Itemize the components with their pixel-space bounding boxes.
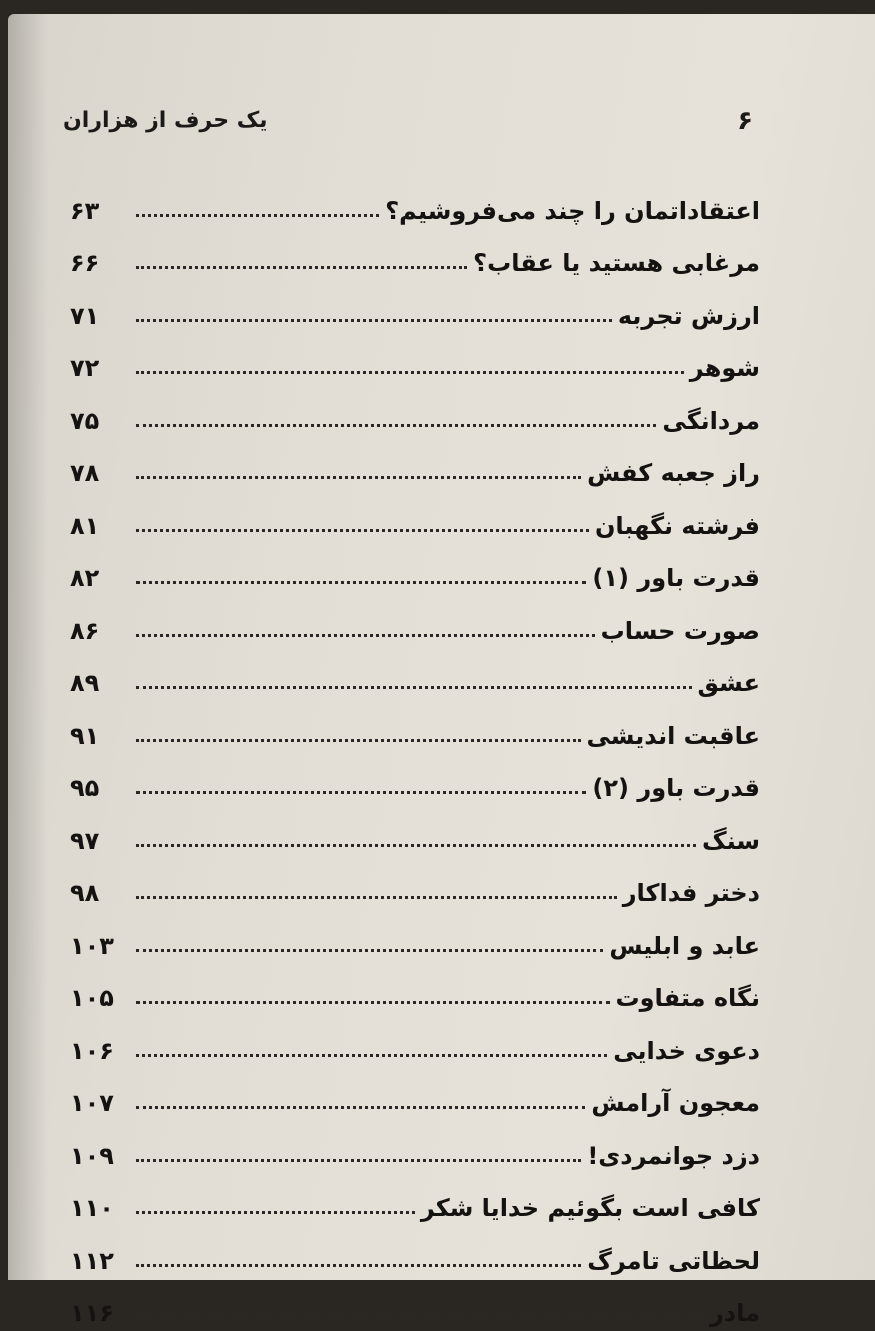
toc-entry-title: مادر — [710, 1297, 760, 1331]
dot-leader — [136, 371, 684, 374]
dot-leader — [136, 214, 379, 217]
dot-leader — [136, 1159, 581, 1162]
toc-entry-title: عشق — [698, 667, 760, 701]
dot-leader — [136, 266, 467, 269]
toc-entry-page-number: ۷۲ — [70, 352, 128, 386]
toc-entry-page-number: ۶۶ — [70, 247, 128, 281]
dot-leader — [136, 1106, 585, 1109]
toc-entry — [70, 859, 760, 912]
toc-entry — [70, 596, 760, 649]
toc-entry — [70, 1016, 760, 1069]
toc-entry — [70, 754, 760, 807]
toc-entry-title: مرغابی هستید یا عقاب؟ — [473, 247, 760, 281]
toc-entry-page-number: ۷۵ — [70, 405, 128, 439]
dot-leader — [136, 791, 586, 794]
toc-entry-title: کافی است بگوئیم خدایا شکر — [421, 1192, 760, 1226]
toc-entry — [70, 649, 760, 702]
toc-entry-title: عاقبت اندیشی — [587, 720, 761, 754]
toc-entry — [70, 491, 760, 544]
toc-entry-title: شوهر — [690, 352, 760, 386]
page-number: ۶ — [737, 106, 753, 136]
toc-entry-title: لحظاتی تامرگ — [587, 1245, 760, 1279]
toc-entry — [70, 176, 760, 229]
toc-entry — [70, 1121, 760, 1174]
dot-leader — [136, 844, 696, 847]
toc-entry — [70, 1226, 760, 1279]
dot-leader — [136, 1264, 581, 1267]
toc-entry-title: عابد و ابلیس — [609, 930, 760, 964]
toc-entry-page-number: ۸۲ — [70, 562, 128, 596]
toc-entry — [70, 911, 760, 964]
toc-entry-page-number: ۸۹ — [70, 667, 128, 701]
toc-entry-page-number: ۸۶ — [70, 615, 128, 649]
toc-entry — [70, 1069, 760, 1122]
dot-leader — [136, 529, 589, 532]
toc-entry — [70, 229, 760, 282]
toc-entry-title: اعتقاداتمان را چند می‌فروشیم؟ — [385, 195, 760, 229]
toc-entry-page-number: ۸۱ — [70, 510, 128, 544]
toc-entry — [70, 806, 760, 859]
toc-entry — [70, 386, 760, 439]
toc-entry-title: سنگ — [702, 825, 760, 859]
toc-entry-page-number: ۱۰۹ — [70, 1140, 128, 1174]
dot-leader — [136, 476, 581, 479]
toc-entry-page-number: ۱۰۳ — [70, 930, 128, 964]
table-of-contents — [70, 176, 760, 1331]
toc-entry-title: دختر فداکار — [623, 877, 760, 911]
page-header — [63, 106, 753, 146]
toc-entry — [70, 544, 760, 597]
toc-entry — [70, 1174, 760, 1227]
toc-entry-title: دزد جوانمردی! — [587, 1140, 760, 1174]
toc-entry-page-number: ۷۸ — [70, 457, 128, 491]
toc-entry — [70, 1279, 760, 1331]
toc-entry-page-number: ۶۳ — [70, 195, 128, 229]
dot-leader — [136, 1211, 415, 1214]
dot-leader — [136, 1054, 607, 1057]
toc-entry — [70, 964, 760, 1017]
toc-entry-page-number: ۱۱۰ — [70, 1192, 128, 1226]
dot-leader — [136, 319, 612, 322]
toc-entry — [70, 281, 760, 334]
toc-entry-title: فرشته نگهبان — [595, 510, 760, 544]
dot-leader — [136, 949, 603, 952]
dot-leader — [136, 896, 617, 899]
toc-entry-title: صورت حساب — [601, 615, 760, 649]
toc-entry-page-number: ۷۱ — [70, 300, 128, 334]
toc-entry-title: قدرت باور (۱) — [592, 562, 760, 596]
toc-entry-page-number: ۹۵ — [70, 772, 128, 806]
toc-entry-page-number: ۱۱۲ — [70, 1245, 128, 1279]
dot-leader — [136, 686, 692, 689]
toc-entry-title: دعوی خدایی — [613, 1035, 760, 1069]
toc-entry-page-number: ۹۷ — [70, 825, 128, 859]
dot-leader — [136, 424, 656, 427]
dot-leader — [136, 1316, 704, 1319]
toc-entry-title: معجون آرامش — [591, 1087, 760, 1121]
toc-entry-page-number: ۱۱۶ — [70, 1297, 128, 1331]
toc-entry-title: ارزش تجربه — [618, 300, 760, 334]
toc-entry-title: مردانگی — [662, 405, 760, 439]
toc-entry — [70, 701, 760, 754]
dot-leader — [136, 634, 595, 637]
running-title: یک حرف از هزاران — [63, 108, 268, 133]
toc-entry-page-number: ۱۰۷ — [70, 1087, 128, 1121]
dot-leader — [136, 1001, 610, 1004]
toc-entry — [70, 439, 760, 492]
toc-entry-page-number: ۹۱ — [70, 720, 128, 754]
toc-entry — [70, 334, 760, 387]
toc-entry-title: نگاه متفاوت — [616, 982, 760, 1016]
toc-entry-page-number: ۱۰۶ — [70, 1035, 128, 1069]
toc-entry-page-number: ۹۸ — [70, 877, 128, 911]
toc-entry-title: قدرت باور (۲) — [592, 772, 760, 806]
dot-leader — [136, 581, 586, 584]
toc-entry-page-number: ۱۰۵ — [70, 982, 128, 1016]
toc-entry-title: راز جعبه کفش — [587, 457, 760, 491]
dot-leader — [136, 739, 581, 742]
book-page — [8, 14, 875, 1280]
